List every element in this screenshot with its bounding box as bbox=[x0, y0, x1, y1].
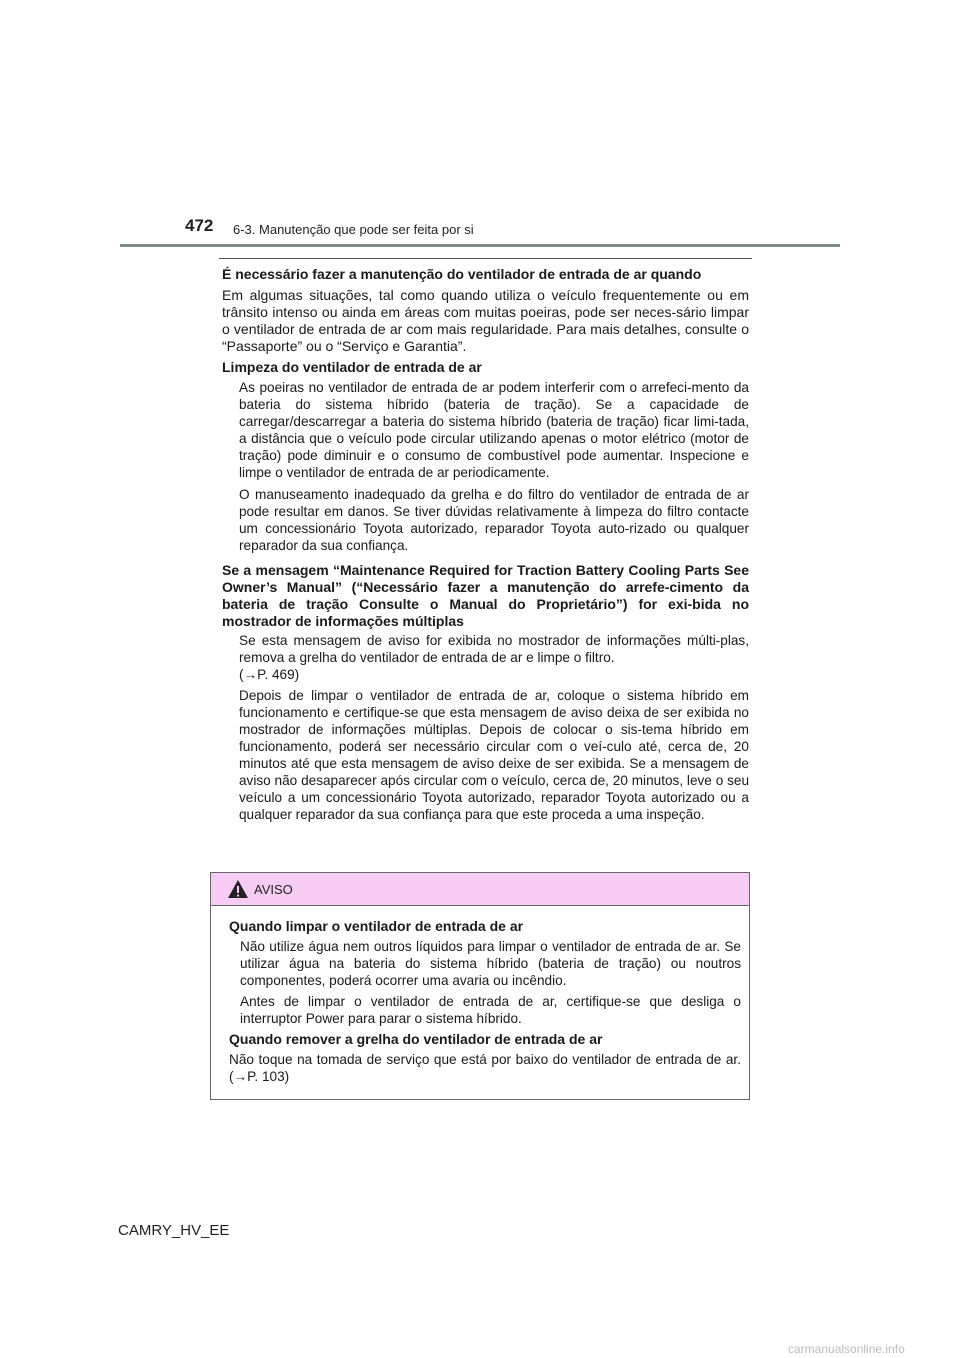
main-content bbox=[222, 258, 749, 828]
warning-section-2-paragraph: Não toque na tomada de serviço que está por baixo do ventilador de entrada de ar. (→P. 103) bbox=[229, 1052, 741, 1084]
warning-header bbox=[211, 873, 749, 906]
page-reference-link[interactable]: (→P. 469) bbox=[239, 667, 300, 682]
intro-paragraph: Em algumas situações, tal como quando utiliza o veículo frequentemente ou em trânsito intenso ou ainda em áreas com muitas poeiras, pode ser neces-sário limpar o ventilador de entrada de ar com mais regularidade. Para mais detalhes, consulte o “Passaporte” ou o “Serviço e Garantia”. bbox=[222, 287, 749, 354]
cleaning-paragraph-1: As poeiras no ventilador de entrada de ar podem interferir com o arrefeci-mento da bateria do sistema híbrido (bateria de tração). Se a capacidade de carregar/descarregar a bateria do sistema híbrido (bateria de tração) ficar limi-tada, a distância que o veículo pode circular utilizando apenas o motor elétrico (motor de tração) pode diminuir e o consumo de combustível pode aumentar. Inspecione e limpe o ventilador de entrada de ar periodicamente. bbox=[239, 380, 749, 480]
message-paragraph-1-text: Se esta mensagem de aviso for exibida no mostrador de informações múlti-plas, remova a grelha do ventilador de entrada de ar e limpe o filtro. bbox=[239, 633, 749, 665]
warning-section-1-paragraph-2: Antes de limpar o ventilador de entrada de ar, certifique-se que desliga o interruptor Power para parar o sistema híbrido. bbox=[240, 994, 741, 1026]
warning-body bbox=[211, 906, 749, 1085]
warning-section-1-paragraph-1: Não utilize água nem outros líquidos para limpar o ventilador de entrada de ar. Se utilizar água na bateria do sistema híbrido (bateria de tração) ou noutros componentes, poderá ocorrer uma avaria ou incêndio. bbox=[240, 939, 741, 988]
cleaning-title: Limpeza do ventilador de entrada de ar bbox=[222, 359, 482, 375]
content-top-rule bbox=[219, 258, 752, 259]
message-title: Se a mensagem “Maintenance Required for Traction Battery Cooling Parts See Owner’s Manual” (“Necessário fazer a manutenção do arrefe-cimento da bateria de tração Consulte o Manual do Proprietário”) for exi-bida no mostrador de informações múltiplas bbox=[222, 562, 749, 629]
warning-triangle-icon bbox=[227, 879, 249, 899]
warning-section-1-title: Quando limpar o ventilador de entrada de ar bbox=[229, 918, 524, 934]
footer-model-code: CAMRY_HV_EE bbox=[118, 1222, 230, 1239]
message-paragraph-2: Depois de limpar o ventilador de entrada de ar, coloque o sistema híbrido em funcionamento e certifique-se que esta mensagem de aviso deixa de ser exibida no mostrador de informações múltiplas. Depois de colocar o sis-tema híbrido em funcionamento, poderá ser necessário circular com o veí-culo até, cerca de, 20 minutos até que esta mensagem de aviso deixe de ser exibida. Se a mensagem de aviso não desaparecer após circular com o veículo, cerca de, 20 minutos, leve o seu veículo a um concessionário Toyota autorizado, reparador Toyota autorizado ou a qualquer reparador da sua confiança para que este proceda a uma inspeção. bbox=[239, 688, 749, 822]
cleaning-paragraph-2: O manuseamento inadequado da grelha e do filtro do ventilador de entrada de ar pode resultar em danos. Se tiver dúvidas relativamente à limpeza do filtro contacte um concessionário Toyota autorizado, reparador Toyota auto-rizado ou qualquer reparador da sua confiança. bbox=[239, 487, 749, 553]
warning-label: AVISO bbox=[254, 882, 293, 897]
header-rule bbox=[120, 244, 840, 247]
maintenance-heading: É necessário fazer a manutenção do ventilador de entrada de ar quando bbox=[222, 266, 702, 282]
page-number: 472 bbox=[185, 216, 214, 235]
warning-box bbox=[210, 872, 750, 1100]
section-title: 6-3. Manutenção que pode ser feita por si bbox=[233, 222, 474, 237]
watermark: carmanualsonline.info bbox=[788, 1342, 905, 1356]
message-paragraph-1 bbox=[239, 632, 749, 683]
warning-section-2-title: Quando remover a grelha do ventilador de entrada de ar bbox=[229, 1031, 603, 1047]
